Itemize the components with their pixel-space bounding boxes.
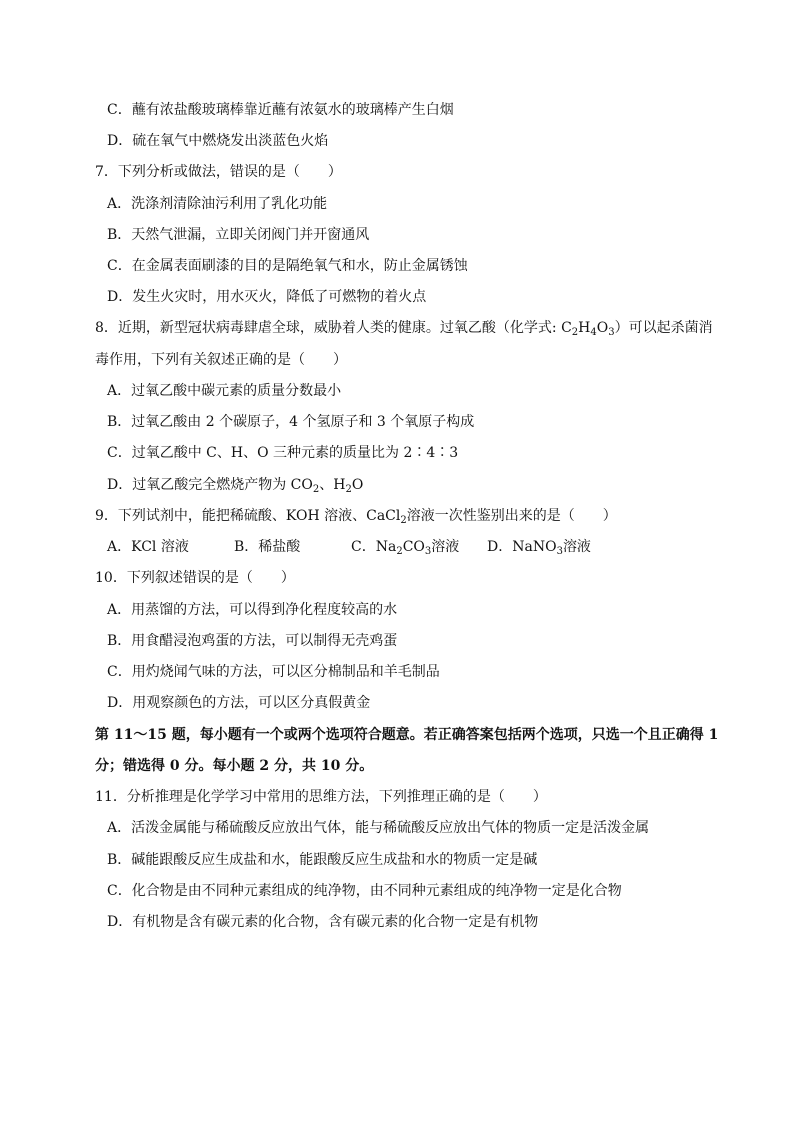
q6-option-d: D．硫在氧气中燃烧发出淡蓝色火焰 xyxy=(107,133,329,149)
q8-option-a: A．过氧乙酸中碳元素的质量分数最小 xyxy=(107,383,342,399)
q8-stem-line2: 毒作用，下列有关叙述正确的是（ ） xyxy=(95,352,347,368)
q8-option-d-sub1: 2 xyxy=(312,484,320,495)
q9-option-d-sub: 3 xyxy=(556,546,563,557)
q11-option-a: A．活泼金属能与稀硫酸反应放出气体，能与稀硫酸反应放出气体的物质一定是活泼金属 xyxy=(107,820,650,836)
q9-option-c xyxy=(351,537,459,557)
q7-option-b: B．天然气泄漏，立即关闭阀门并开窗通风 xyxy=(107,227,370,243)
q11-option-c: C．化合物是由不同种元素组成的纯净物，由不同种元素组成的纯净物一定是化合物 xyxy=(107,883,622,899)
q9-option-c-sub2: 3 xyxy=(424,546,432,557)
section-instruction-line2: 分；错选得 0 分。每小题 2 分，共 10 分。 xyxy=(95,758,374,774)
q8-option-d-sub2: 2 xyxy=(345,484,352,495)
q7-option-c: C．在金属表面刷漆的目的是隔绝氧气和水，防止金属锈蚀 xyxy=(107,258,468,274)
q10-option-a: A．用蒸馏的方法，可以得到净化程度较高的水 xyxy=(107,602,398,618)
q8-stem-text-post: ）可以起杀菌消 xyxy=(614,320,713,336)
q9-option-d-pre: D．NaNO xyxy=(487,539,557,555)
q8-formula-sub-4: 4 xyxy=(590,327,597,338)
q8-option-d-post: O xyxy=(351,477,364,493)
q11-stem: 11．分析推理是化学学习中常用的思维方法，下列推理正确的是（ ） xyxy=(95,789,547,805)
q10-option-b: B．用食醋浸泡鸡蛋的方法，可以制得无壳鸡蛋 xyxy=(107,633,398,649)
q9-option-c-pre: C．Na xyxy=(351,539,397,555)
q6-option-c: C．蘸有浓盐酸玻璃棒靠近蘸有浓氨水的玻璃棒产生白烟 xyxy=(107,102,454,118)
q8-stem-text-pre: 8．近期，新型冠状病毒肆虐全球，威胁着人类的健康。过氧乙酸（化学式: C xyxy=(95,320,572,336)
q7-stem: 7．下列分析或做法，错误的是（ ） xyxy=(95,164,342,180)
q8-stem-line1 xyxy=(95,318,713,338)
q9-option-d-post: 溶液 xyxy=(562,539,591,555)
q10-option-d: D．用观察颜色的方法，可以区分真假黄金 xyxy=(107,695,371,711)
section-instruction-line1: 第 11～15 题，每小题有一个或两个选项符合题意。若正确答案包括两个选项，只选一个且正确得 1 xyxy=(95,727,719,743)
q8-option-d xyxy=(107,475,363,495)
q9-option-c-post: 溶液 xyxy=(431,539,460,555)
q8-formula-o: O xyxy=(596,320,609,336)
q8-option-c: C．过氧乙酸中 C、H、O 三种元素的质量比为 2∶4∶3 xyxy=(107,445,459,461)
q11-option-d: D．有机物是含有碳元素的化合物，含有碳元素的化合物一定是有机物 xyxy=(107,914,539,930)
q9-option-c-sub1: 2 xyxy=(396,546,403,557)
q7-option-a: A．洗涤剂清除油污利用了乳化功能 xyxy=(107,196,328,212)
q8-formula-sub-3: 3 xyxy=(608,327,615,338)
q8-option-d-pre: D．过氧乙酸完全燃烧产物为 CO xyxy=(107,477,313,493)
q10-option-c: C．用灼烧闻气味的方法，可以区分棉制品和羊毛制品 xyxy=(107,664,440,680)
q9-option-d xyxy=(487,537,591,557)
q9-option-c-mid: CO xyxy=(402,539,425,555)
q8-formula-sub-2: 2 xyxy=(571,327,579,338)
q7-option-d: D．发生火灾时，用水灭火，降低了可燃物的着火点 xyxy=(107,289,427,305)
q9-option-a: A．KCl 溶液 xyxy=(107,539,189,555)
q9-stem-post: 溶液一次性鉴别出来的是（ ） xyxy=(406,508,617,524)
q9-stem xyxy=(95,506,617,526)
q8-option-d-mid: 、H xyxy=(319,477,346,493)
q9-stem-pre: 9．下列试剂中，能把稀硫酸、KOH 溶液、CaCl xyxy=(95,508,401,524)
q9-option-b: B．稀盐酸 xyxy=(234,539,301,555)
q8-option-b: B．过氧乙酸由 2 个碳原子，4 个氢原子和 3 个氧原子构成 xyxy=(107,414,475,430)
q11-option-b: B．碱能跟酸反应生成盐和水，能跟酸反应生成盐和水的物质一定是碱 xyxy=(107,852,538,868)
q10-stem: 10．下列叙述错误的是（ ） xyxy=(95,570,295,586)
q8-formula-h: H xyxy=(578,320,591,336)
q9-stem-sub: 2 xyxy=(400,515,407,526)
